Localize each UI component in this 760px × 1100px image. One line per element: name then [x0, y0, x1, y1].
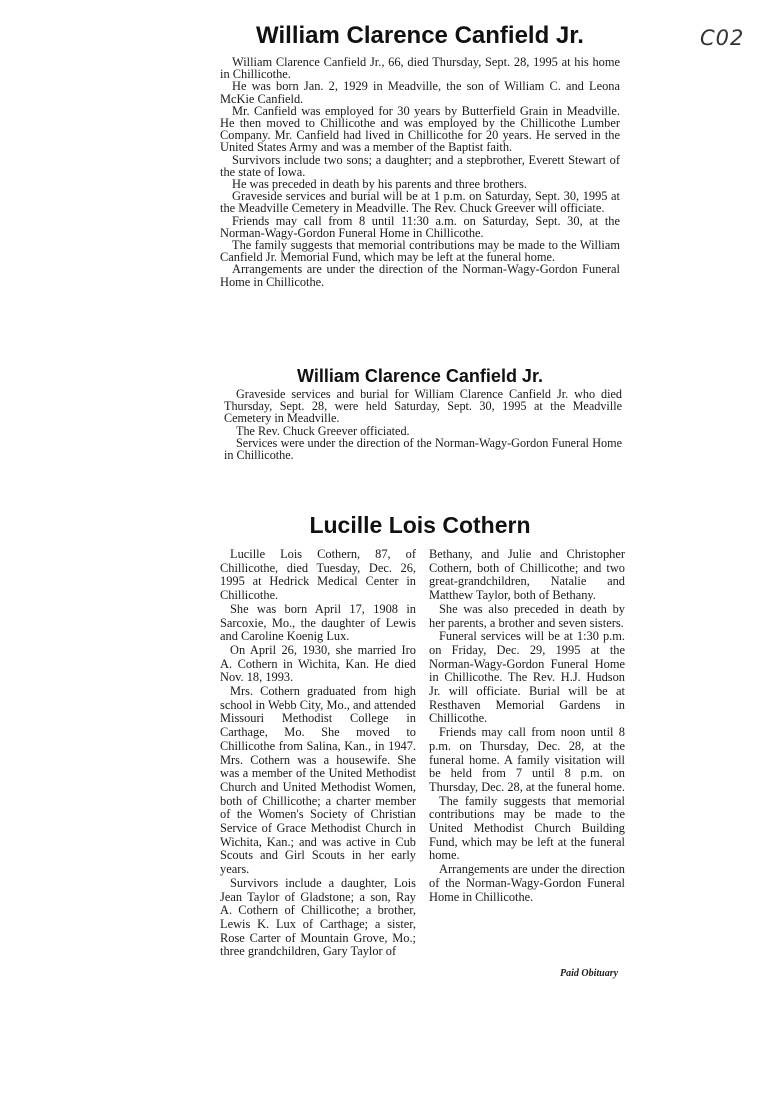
paragraph: Arrangements are under the direction of the Norman-Wagy-Gordon Funeral Home in Chillicothe. [220, 262, 620, 289]
paragraph: The Rev. Chuck Greever officiated. [236, 423, 410, 438]
obituary-title-canfield: William Clarence Canfield Jr. [256, 22, 584, 49]
obituary-body-canfield-update [224, 388, 622, 461]
paragraph: The family suggests that memorial contributions may be made to the United Methodist Church Building Fund, which may be left at the funeral home. [429, 793, 625, 863]
paragraph: Arrangements are under the direction of the Norman-Wagy-Gordon Funeral Home in Chillicothe. [429, 862, 625, 904]
obituary-column-left [220, 548, 416, 959]
paragraph: He was born Jan. 2, 1929 in Meadville, the son of William C. and Leona McKie Canfield. [220, 79, 620, 106]
paragraph: Mr. Canfield was employed for 30 years by Butterfield Grain in Meadville. He then moved to Chillicothe and was employed by the Chillicothe Lumber Company. Mr. Canfield had lived in Chillicothe for 20 years. He served in the United States Army and was a member of the Baptist faith. [220, 103, 620, 155]
obituary-body-canfield [220, 56, 620, 288]
paragraph: She was born April 17, 1908 in Sarcoxie, Mo., the daughter of Lewis and Caroline Koenig Lux. [220, 601, 416, 644]
obituary-title-cothern: Lucille Lois Cothern [309, 512, 531, 538]
paragraph: Mrs. Cothern graduated from high school in Webb City, Mo., and attended Missouri Methodist College in Carthage, Mo. She moved to Chillicothe from Salina, Kan., in 1947. Mrs. Cothern was a housewife. She was a member of the United Methodist Church and United Methodist Women, both of Chillicothe; a charter member of the Women's Society of Christian Service of Grace Methodist Church in Wichita, Kan.; and was active in Cub Scouts and Girl Scouts in her early years. [220, 684, 416, 877]
obituary-title-canfield-update: William Clarence Canfield Jr. [297, 366, 543, 386]
paragraph: Survivors include two sons; a daughter; and a stepbrother, Everett Stewart of the state of Iowa. [220, 152, 620, 179]
paragraph: He was preceded in death by his parents and three brothers. [232, 177, 527, 192]
paragraph: Bethany, and Julie and Christopher Cothern, both of Chillicothe; and two great-grandchildren, Natalie and Matthew Taylor, both of Bethany. [429, 547, 625, 603]
paragraph: On April 26, 1930, she married Iro A. Cothern in Wichita, Kan. He died Nov. 18, 1993. [220, 642, 416, 685]
paid-obituary-label: Paid Obituary [560, 968, 619, 979]
paragraph: Services were under the direction of the Norman-Wagy-Gordon Funeral Home in Chillicothe. [224, 435, 622, 463]
paragraph: The family suggests that memorial contributions may be made to the William Canfield Jr. Memorial Fund, which may be left at the funeral home. [220, 238, 620, 265]
paragraph: Friends may call from noon until 8 p.m. on Thursday, Dec. 28, at the funeral home. A family visitation will be held from 7 until 8 p.m. on Thursday, Dec. 28, at the funeral home. [429, 725, 625, 794]
paragraph: Lucille Lois Cothern, 87, of Chillicothe, died Tuesday, Dec. 26, 1995 at Hedrick Medical Center in Chillicothe. [220, 547, 416, 603]
paragraph: William Clarence Canfield Jr., 66, died Thursday, Sept. 28, 1995 at his home in Chillicothe. [220, 55, 620, 82]
paragraph: She was also preceded in death by her parents, a brother and seven sisters. [429, 601, 625, 630]
paragraph: Graveside services and burial will be at 1 p.m. on Saturday, Sept. 30, 1995 at the Meadville Cemetery in Meadville. The Rev. Chuck Greever will officiate. [220, 189, 620, 216]
paragraph: Friends may call from 8 until 11:30 a.m. on Saturday, Sept. 30, at the Norman-Wagy-Gordon Funeral Home in Chillicothe. [220, 213, 620, 240]
paragraph: Graveside services and burial for William Clarence Canfield Jr. who died Thursday, Sept. 28, were held Saturday, Sept. 30, 1995 at the Meadville Cemetery in Meadville. [224, 387, 622, 426]
page-identifier: C02 [700, 26, 745, 50]
obituary-column-right [429, 548, 625, 904]
paragraph: Survivors include a daughter, Lois Jean Taylor of Gladstone; a son, Ray A. Cothern of Chillicothe; a brother, Lewis K. Lux of Carthage; a sister, Rose Carter of Mountain Grove, Mo.; three grandchildren, Gary Taylor of [220, 875, 416, 959]
paragraph: Funeral services will be at 1:30 p.m. on Friday, Dec. 29, 1995 at the Norman-Wagy-Gordon Funeral Home in Chillicothe. The Rev. H.J. Hudson Jr. will officiate. Burial will be at Resthaven Memorial Gardens in Chillicothe. [429, 629, 625, 726]
